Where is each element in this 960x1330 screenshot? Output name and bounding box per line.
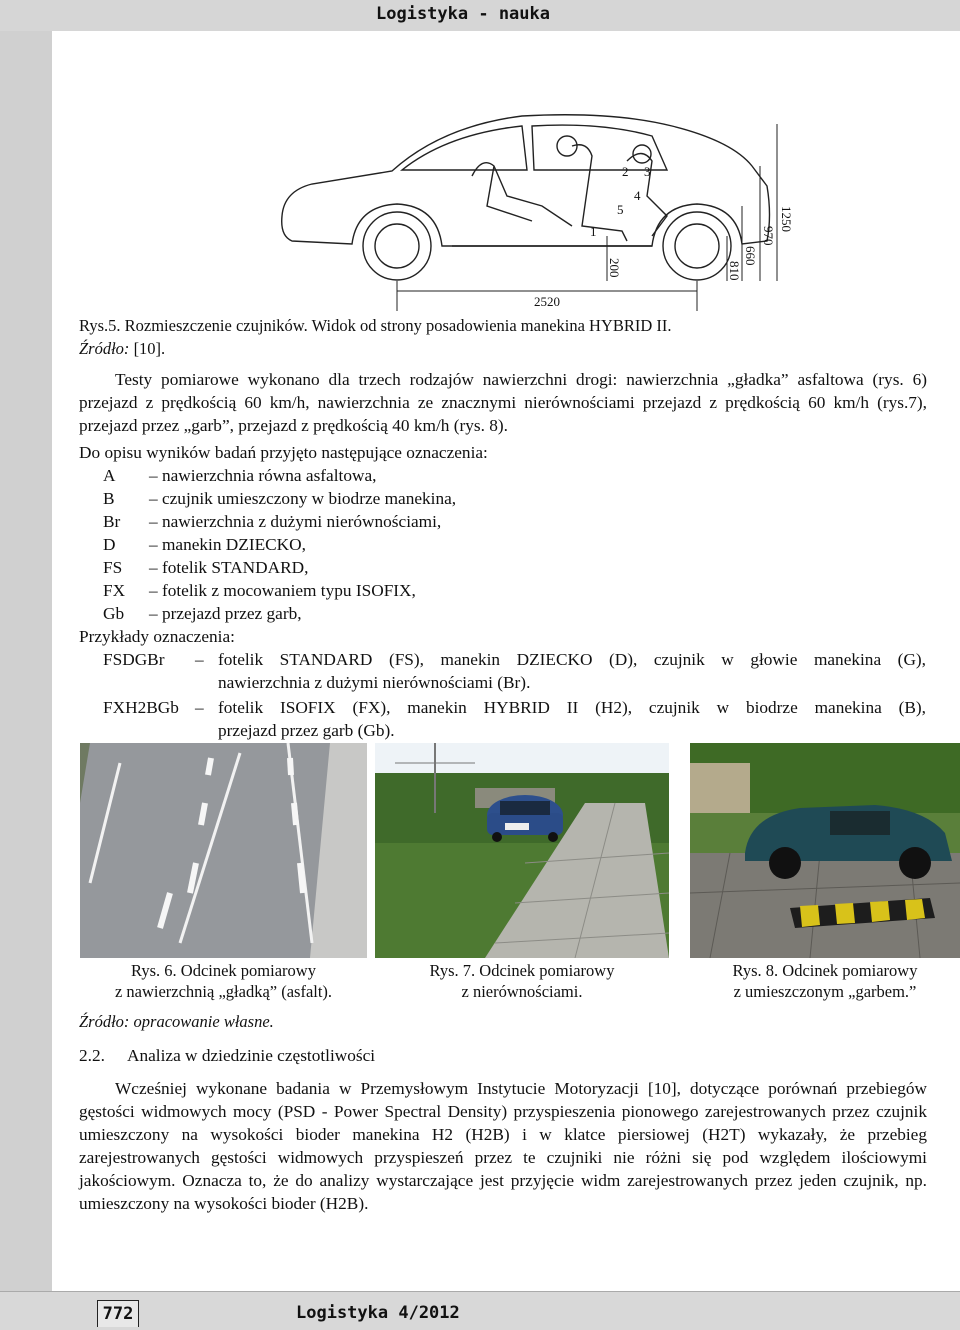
paragraph-2: Wcześniej wykonane badania w Przemysłowym Instytucie Motoryzacji [10], dotyczące porównań przebiegów gęstości widmowych mocy (PSD - Power Spectral Density) przyspieszenia pionowego zarejestrowanych przez czujnik umieszczony na wysokości bioder manekina H2 (H2B) i w klatce piersiowej (H2T) wykazały, że przebieg zarejestrowanych gęstości widmowych przyspieszeń przez te czujniki nie różni się pod względem ilościowymi jakościowym. Oznacza to, że do analizy wystarczające jest przyjęcie widm zarejestrowanych przez jeden czujnik, np. umieszczony na wysokości bioder (H2B). — [79, 1079, 927, 1213]
photo-uneven-road — [375, 743, 669, 958]
example-dash: – — [195, 698, 204, 717]
dim-depth-200: 200 — [607, 258, 622, 278]
driver-figure — [472, 163, 572, 226]
photos-source: Źródło: opracowanie własne. — [79, 1012, 274, 1031]
left-margin-bar — [0, 31, 52, 1291]
dim-height-810: 810 — [727, 261, 742, 281]
car-sensor-diagram — [272, 86, 812, 326]
seat-outline — [572, 145, 627, 241]
sensor-label-1: 1 — [590, 224, 597, 239]
dim-height-1250: 1250 — [779, 206, 794, 232]
examples-intro: Przykłady oznaczenia: — [79, 627, 235, 646]
figure5-source — [79, 337, 927, 360]
example-line1: fotelik STANDARD (FS), manekin DZIECKO (D), czujnik w głowie manekina (G), — [218, 650, 926, 669]
section-number: 2.2. — [79, 1046, 105, 1065]
header-title: Logistyka - nauka — [376, 4, 550, 24]
figure5-source-label: Źródło: — [79, 339, 130, 358]
sensor-label-3: 3 — [644, 164, 651, 179]
photo-caption-1: Rys. 6. Odcinek pomiarowy z nawierzchnią „gładką” (asfalt). — [114, 961, 333, 1001]
photo-caption-3: Rys. 8. Odcinek pomiarowy z umieszczonym „garbem.” — [732, 961, 918, 1001]
example-row-2 — [103, 696, 929, 742]
dim-wheelbase: 2520 — [534, 294, 560, 309]
page: 2520 1250 970 660 810 200 1 2 3 4 5 Rys.5. Rozmieszczenie czujników. Widok od strony posadowienia manekina HYBRID II. Źródło: [10]. Testy pomiarowe wykonano dla trzech rodzajów nawierzchni drogi: nawierzchnia „gładka” asfaltowa (rys. 6) przejazd z prędkością 60 km/h, nawierzchnia ze znacznymi nierównościami przejazd z prędkością 60 km/h (rys.7), przejazd przez „garb”, przejazd z prędkością 40 km/h (rys. 8). Do opisu wyników badań przyjęto następujące oznaczenia: A – nawierzchnia równa asfaltowa, B – czujnik umieszczony w biodrze manekina, Br – nawierzchnia z dużymi nierównościami, D – manekin DZIECKO, FS – fotelik STANDARD, FX – fotelik z mocowaniem typu ISOFIX, Gb – przejazd przez garb, Przykłady oznaczenia: FSDGBr – fotelik STANDARD (FS), manekin DZIECKO (D), czujnik w głowie manekina (G), nawierzchnia z dużymi nierównościami (Br). FXH2BGb – fotelik ISOFIX (FX), manekin HYBRID II (H2), czujnik w biodrze manekina (B), przejazd przez garb (Gb). Rys. 6. Odcinek pomiarowy z nawierzchnią „gładką” (asfalt). Rys. 7. Odcinek pomiarowy z nierównościami. Rys. 8. Odcinek pomiarowy z umieszczonym „garbem.” Źródło: opracowanie własne. 2.2. Analiza w dziedzinie częstotliwości Wcześniej wykonane badania w Przemysłowym Instytucie Motoryzacji [10], dotyczące porównań przebiegów gęstości widmowych mocy (PSD - Power Spectral Density) przyspieszenia pionowego zarejestrowanych przez czujnik umieszczony na wysokości bioder manekina H2 (H2B) i w klatce piersiowej (H2T) wykazały, że przebieg zarejestrowanych gęstości widmowych przyspieszeń przez te czujniki nie różni się pod względem ilościowymi jakościowym. Oznacza to, że do analizy wystarczające jest przyjęcie widm zarejestrowanych przez jeden czujnik, np. umieszczony na wysokości bioder (H2B). — [52, 31, 960, 1291]
figure5-source-ref: [10]. — [129, 339, 166, 358]
rear-wheel — [663, 212, 731, 280]
example-line2: przejazd przez garb (Gb). — [218, 721, 395, 740]
legend-intro: Do opisu wyników badań przyjęto następujące oznaczenia: — [79, 443, 488, 462]
page-header — [0, 0, 960, 32]
car-body-outline — [282, 115, 770, 246]
example-key: FSDGBr — [103, 650, 165, 669]
paragraph-1: Testy pomiarowe wykonano dla trzech rodzajów nawierzchni drogi: nawierzchnia „gładka” asfaltowa (rys. 6) przejazd z prędkością 60 km/h, nawierzchnia ze znacznymi nierównościami przejazd z prędkością 60 km/h (rys.7), przejazd przez „garb”, przejazd z prędkością 40 km/h (rys. 8). — [79, 370, 927, 435]
photo-caption-2: Rys. 7. Odcinek pomiarowy z nierównościami. — [429, 961, 615, 1001]
page-number: 772 — [97, 1300, 139, 1327]
example-line1: fotelik ISOFIX (FX), manekin HYBRID II (H2), czujnik w biodrze manekina (B), — [218, 698, 926, 717]
sensor-label-5: 5 — [617, 202, 624, 217]
front-wheel — [363, 212, 431, 280]
page-footer — [0, 1291, 960, 1330]
dim-height-660: 660 — [743, 246, 758, 266]
photo-speed-bump — [690, 743, 960, 958]
section-title: Analiza w dziedzinie częstotliwości — [127, 1046, 376, 1065]
dim-height-970: 970 — [761, 226, 776, 246]
example-dash: – — [195, 650, 204, 669]
sensor-label-2: 2 — [622, 164, 629, 179]
example-row-1 — [103, 648, 929, 694]
example-key: FXH2BGb — [103, 698, 179, 717]
sensor-label-4: 4 — [634, 188, 641, 203]
photo-asphalt-road — [80, 743, 367, 958]
journal-name: Logistyka 4/2012 — [296, 1303, 460, 1323]
example-line2: nawierzchnia z dużymi nierównościami (Br). — [218, 673, 531, 692]
figure5-caption: Rys.5. Rozmieszczenie czujników. Widok od strony posadowienia manekina HYBRID II. — [79, 316, 672, 335]
section-heading — [79, 1044, 927, 1067]
